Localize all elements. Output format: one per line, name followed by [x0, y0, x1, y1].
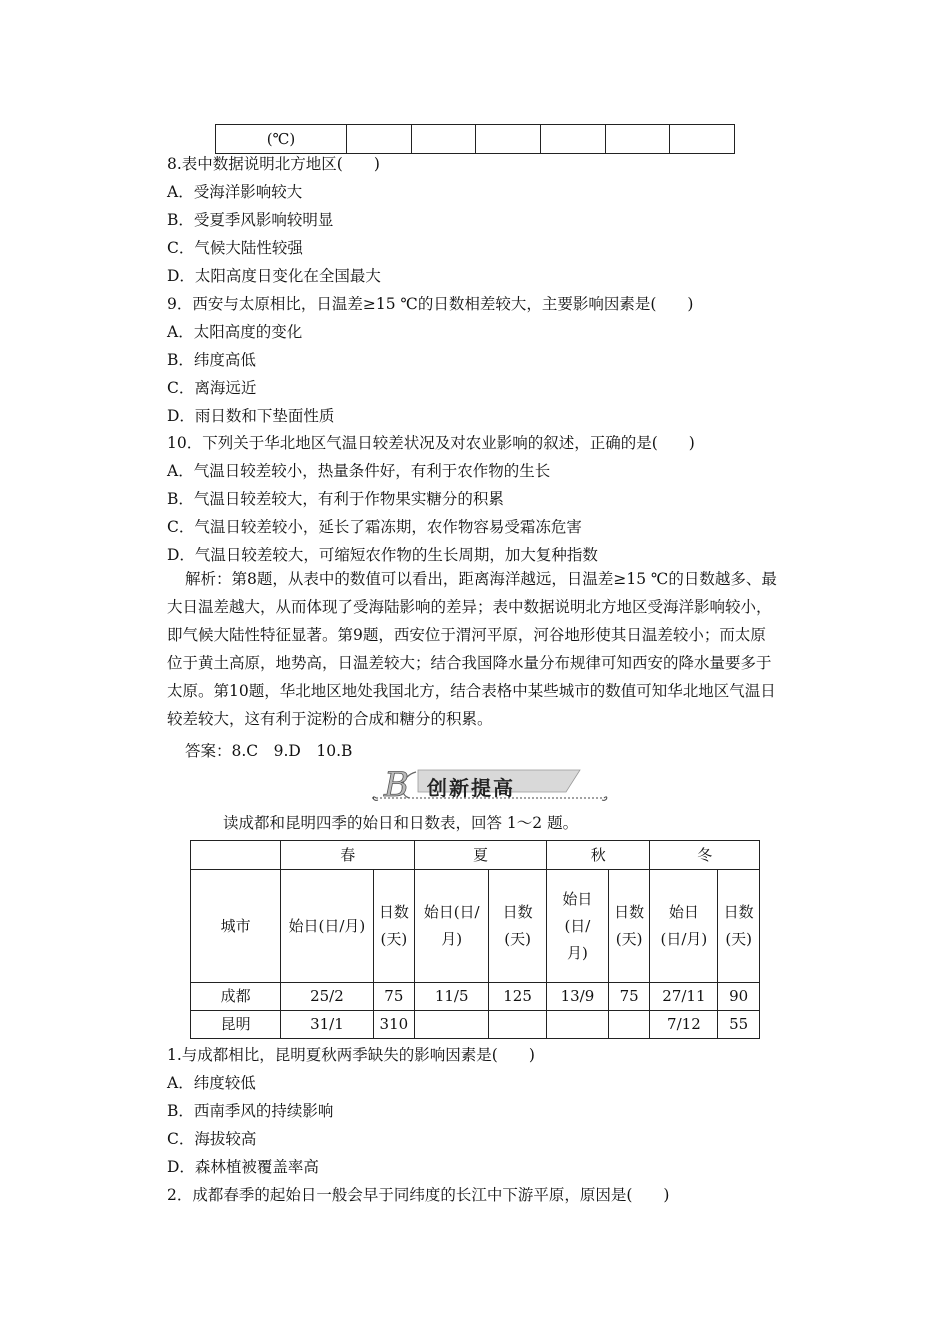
- days-header: 日数(天): [489, 870, 547, 983]
- table-cell: [608, 1011, 650, 1039]
- analysis-paragraph: 解析：第8题，从表中的数值可以看出，距离海洋越远，日温差≥15 ℃的日数越多、最大日温差越大，从而体现了受海陆影响的差异；表中数据说明北方地区受海洋影响较小，即气候大陆性特征显著。第9题，西安位于渭河平原，河谷地形使其日温差较小；而太原位于黄土高原，地势高，日温差较大；结合我国降水量分布规律可知西安的降水量要多于太原。第10题，华北地区地处我国北方，结合表格中某些城市的数值可知华北地区气温日较差较大，这有利于淀粉的合成和糖分的积累。: [167, 570, 777, 728]
- question-10-option-b: B．气温日较差较大，有利于作物果实糖分的积累: [167, 490, 504, 508]
- question-10-stem: 10．下列关于华北地区气温日较差状况及对农业影响的叙述，正确的是( ): [167, 434, 695, 452]
- question-9-option-d: D．雨日数和下垫面性质: [167, 407, 335, 425]
- table-cell: 31/1: [281, 1011, 373, 1039]
- question-8-option-b: B．受夏季风影响较明显: [167, 211, 334, 229]
- start-header: 始日(日/月): [546, 870, 608, 983]
- section-title: 创新提高: [427, 776, 515, 800]
- table-cell: [546, 1011, 608, 1039]
- table-cell: [415, 1011, 489, 1039]
- question-9-stem: 9．西安与太原相比，日温差≥15 ℃的日数相差较大，主要影响因素是( ): [167, 295, 694, 313]
- days-header: 日数(天): [718, 870, 760, 983]
- days-header: 日数(天): [373, 870, 415, 983]
- question-1-option-b: B．西南季风的持续影响: [167, 1102, 334, 1120]
- question-9-option-b: B．纬度高低: [167, 351, 256, 369]
- intro-line: 读成都和昆明四季的始日和日数表，回答 1～2 题。: [223, 814, 579, 832]
- table-cell: [411, 125, 476, 154]
- table-cell: 25/2: [281, 983, 373, 1011]
- start-header: 始日(日/月): [650, 870, 718, 983]
- city-cell: 昆明: [191, 1011, 281, 1039]
- table-cell: 310: [373, 1011, 415, 1039]
- question-2-stem: 2．成都春季的起始日一般会早于同纬度的长江中下游平原，原因是( ): [167, 1186, 670, 1204]
- top-table-fragment: [215, 124, 735, 154]
- question-1-stem: 1.与成都相比，昆明夏秋两季缺失的影响因素是( ): [167, 1046, 535, 1064]
- city-cell: 成都: [191, 983, 281, 1011]
- table-cell: 55: [718, 1011, 760, 1039]
- question-9-option-c: C．离海远近: [167, 379, 257, 397]
- table-cell: [347, 125, 412, 154]
- days-header: 日数(天): [608, 870, 650, 983]
- table-cell: 75: [373, 983, 415, 1011]
- question-8-option-a: A．受海洋影响较大: [167, 183, 303, 201]
- start-header: 始日(日/月): [281, 870, 373, 983]
- table-cell: [191, 841, 281, 870]
- season-table: [190, 840, 760, 1039]
- question-1-option-a: A．纬度较低: [167, 1074, 256, 1092]
- table-cell: 27/11: [650, 983, 718, 1011]
- table-cell: [540, 125, 605, 154]
- city-header: 城市: [191, 870, 281, 983]
- table-cell: 125: [489, 983, 547, 1011]
- table-row: [191, 1011, 760, 1039]
- question-1-option-d: D．森林植被覆盖率高: [167, 1158, 319, 1176]
- unit-cell: (℃): [216, 125, 347, 154]
- question-8-option-d: D．太阳高度日变化在全国最大: [167, 267, 381, 285]
- table-cell: 7/12: [650, 1011, 718, 1039]
- question-10-option-a: A．气温日较差较小，热量条件好，有利于农作物的生长: [167, 462, 551, 480]
- table-cell: [489, 1011, 547, 1039]
- table-row: [216, 125, 735, 154]
- table-header-row: [191, 841, 760, 870]
- table-cell: 75: [608, 983, 650, 1011]
- table-cell: [476, 125, 541, 154]
- table-cell: [670, 125, 735, 154]
- season-header: 夏: [415, 841, 547, 870]
- question-1-option-c: C．海拔较高: [167, 1130, 257, 1148]
- table-cell: 13/9: [546, 983, 608, 1011]
- question-9-option-a: A．太阳高度的变化: [167, 323, 303, 341]
- question-8-option-c: C．气候大陆性较强: [167, 239, 303, 257]
- answer-line: 答案：8.C 9.D 10.B: [185, 742, 353, 760]
- question-10-option-c: C．气温日较差较小，延长了霜冻期，农作物容易受霜冻危害: [167, 518, 582, 536]
- season-header: 冬: [650, 841, 760, 870]
- table-cell: [605, 125, 670, 154]
- start-header: 始日(日/月): [415, 870, 489, 983]
- table-cell: 90: [718, 983, 760, 1011]
- question-8-stem: 8.表中数据说明北方地区( ): [167, 155, 380, 173]
- season-header: 春: [281, 841, 415, 870]
- season-header: 秋: [546, 841, 649, 870]
- section-letter: B: [384, 766, 409, 805]
- table-subheader-row: [191, 870, 760, 983]
- question-10-option-d: D．气温日较差较大，可缩短农作物的生长周期，加大复种指数: [167, 546, 598, 564]
- table-row: [191, 983, 760, 1011]
- table-cell: 11/5: [415, 983, 489, 1011]
